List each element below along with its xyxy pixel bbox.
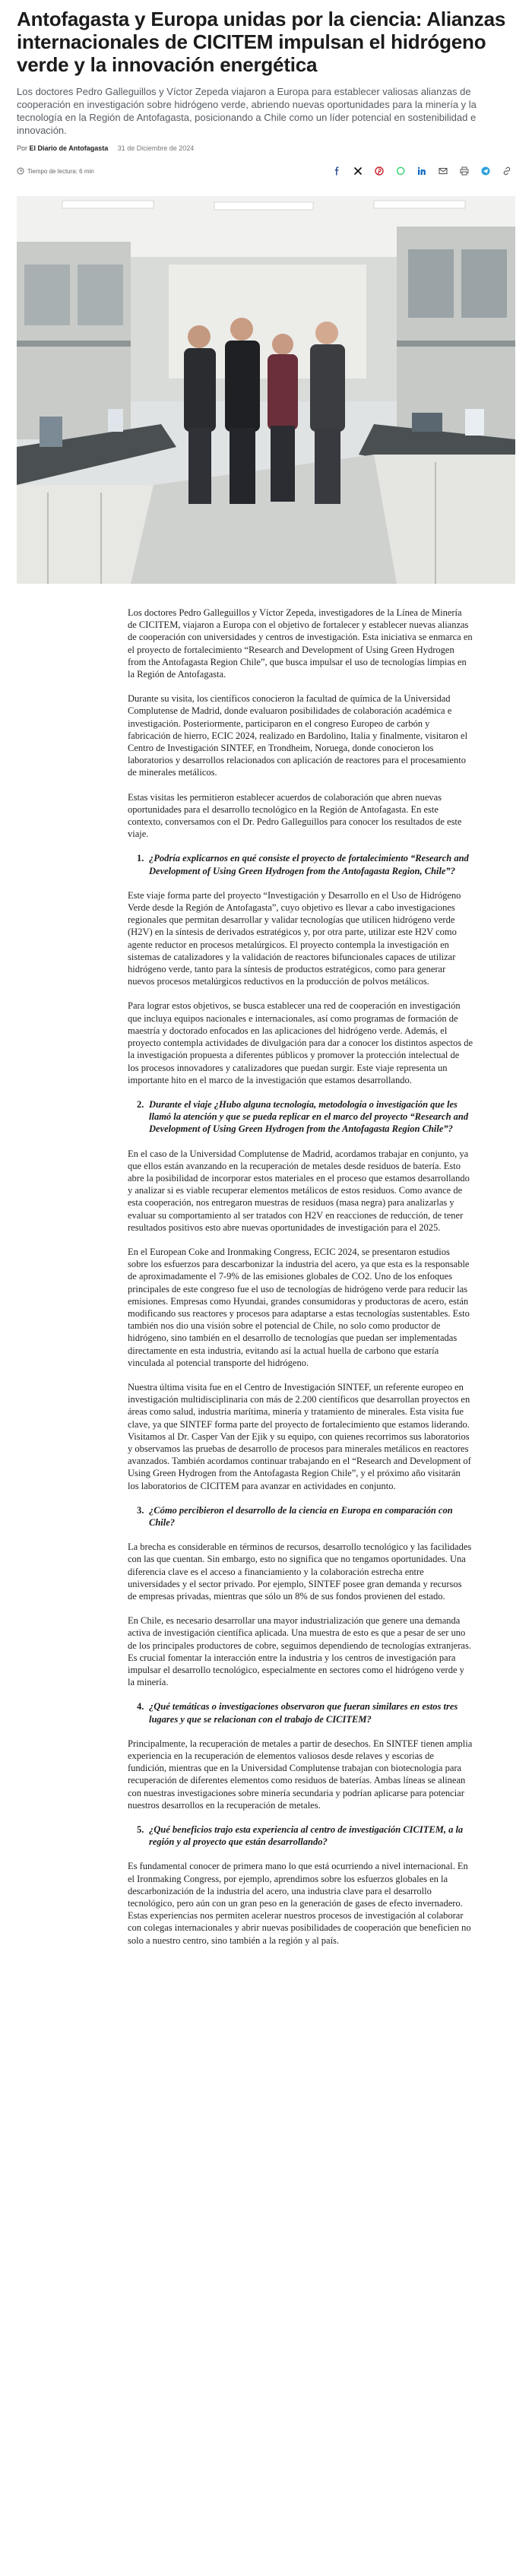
question-text: ¿Qué temáticas o investigaciones observaron que fueran similares en estos tres lugares y que se relacionan con el trabajo de CICITEM? [149, 1701, 458, 1725]
share-facebook-button[interactable] [328, 163, 345, 179]
paragraph: Este viaje forma parte del proyecto “Investigación y Desarrollo en el Uso de Hidrógeno Verde desde la Región de Antofagasta”, cuyo objetivo es llevar a cabo investigaciones regionales que permitan desarrollar y validar tecnologías que utilicen hidrógeno verde (H2V) en la síntesis de derivados estratégicos y, por otra parte, utilizar este H2V como agente reductor en procesos metalúrgicos. El proyecto contempla la investigación en sistemas de catalizadores y la validación de reactores bifuncionales capaces de utilizar hidrógeno verde, tanto para la síntesis de productos estratégicos, como para generar nuevos procesos metalúrgicos reductivos en la producción de polvos metálicos. [128, 889, 461, 987]
question-5: 5. ¿Qué beneficios trajo esta experiencia al centro de investigación CICITEM, a la región y al proyecto que están desarrollando? [128, 1823, 473, 1848]
paragraph: Para lograr estos objetivos, se busca establecer una red de cooperación en investigación que incluya equipos nacionales e internacionales, así como programas de formación de maestría y doctorado enfocados en las aplicaciones del hidrógeno verde. Además, el proyecto contempla actividades de divulgación para dar a conocer los distintos aspectos de la investigación propuesta a diferentes públicos y promover la protección intelectual de los procesos innovadores y catalizadores que puedan surgir. Este viaje representa un importante hito en el marco de la investigación que estamos desarrollando. [128, 1000, 473, 1085]
share-linkedin-button[interactable] [413, 163, 430, 179]
link-icon [502, 166, 511, 176]
publish-date: 31 de Diciembre de 2024 [117, 144, 195, 152]
author-link[interactable]: El Diario de Antofagasta [29, 144, 109, 152]
paragraph: Los doctores Pedro Galleguillos y Víctor Zepeda, investigadores de la Línea de Minería de CICITEM, viajaron a Europa con el objetivo de fortalecer y establecer nuevas alianzas de cooperación con universidades y centros de investigación. Esta iniciativa se enmarca en el proyecto de fortalecimiento “Research and Development of Using Green Hydrogen from the Antofagasta Region Chile”, que busca impulsar el uso de tecnologías limpias en la Región de Antofagasta. [128, 607, 473, 680]
share-print-button[interactable] [456, 163, 473, 179]
read-time-label: Tiempo de lectura: 6 min [27, 167, 94, 175]
email-icon [439, 166, 448, 176]
paragraph: En Chile, es necesario desarrollar una mayor industrialización que genere una demanda activa de investigación científica aplicada. Una muestra de esto es que a pesar de ser uno de los principales productores de cobre, seguimos dependiendo de tecnologías extranjeras. Es crucial fomentar la interacción entre la industria y los centros de investigación para impulsar el desarrollo tecnológico, especialmente en sectores como el hidrógeno verde y la minería. [128, 1615, 471, 1688]
whatsapp-icon [396, 166, 405, 176]
question-2: 2. Durante el viaje ¿Hubo alguna tecnología, metodología o investigación que les llamó la atención y que se pueda replicar en el marco del proyecto “Research and Development of Using Green Hydrogen from the Antofagasta Region Chile”? [128, 1098, 473, 1136]
paragraph: En el caso de la Universidad Complutense de Madrid, acordamos trabajar en conjunto, ya que ellos están avanzando en la recuperación de metales desde residuos de batería. Esto abre la posibilidad de incorporar estos materiales en el proceso que estamos desarrollando y analizar si es viable recuperar elementos metálicos de estos residuos. Como avance de esta cooperación, nos entregaron muestras de residuos (masa negra) para analizarlas y evaluar su comportamiento al ser tratados con H2V en reacciones de reducción, de tener resultados positivos esto abre nuevas oportunidades de investigación para el 2025. [128, 1148, 470, 1233]
article-lede: Los doctores Pedro Galleguillos y Víctor Zepeda viajaron a Europa para establecer valiosas alianzas de cooperación en investigación sobre hidrógeno verde, abriendo nuevas oportunidades para la minería y la tecnología en la Región de Antofagasta, posicionando a Chile como un líder potencial en sostenibilidad e innovación. [17, 86, 477, 136]
question-4: 4. ¿Qué temáticas o investigaciones observaron que fueran similares en estos tres lugares y que se relacionan con el trabajo de CICITEM? [128, 1700, 473, 1725]
linkedin-icon [417, 166, 426, 176]
question-text: ¿Cómo percibieron el desarrollo de la ciencia en Europa en comparación con Chile? [149, 1504, 453, 1528]
x-icon [353, 166, 363, 176]
question-3: 3. ¿Cómo percibieron el desarrollo de la ciencia en Europa en comparación con Chile? [128, 1504, 473, 1529]
print-icon [460, 166, 469, 176]
paragraph: Principalmente, la recuperación de metales a partir de desechos. En SINTEF tienen amplia experiencia en la recuperación de elementos valiosos desde relaves y escorias de fundición, mientras que en la Universidad Complutense trabajan con biotecnología para recuperación de diferentes elementos como residuos de baterías. Ambas líneas se alinean con nuestras investigaciones sobre minería secundaria y podrían aplicarse para potenciar nuestros desarrollos en la recuperación de metales. [128, 1738, 473, 1811]
share-pinterest-button[interactable] [371, 163, 388, 179]
question-text: Durante el viaje ¿Hubo alguna tecnología, metodología o investigación que les llamó la atención y que se pueda replicar en el marco del proyecto “Research and Development of Using Green Hydrogen from the Antofagasta Region Chile”? [149, 1098, 469, 1135]
lab-photo-illustration [17, 196, 515, 584]
telegram-icon [481, 166, 490, 176]
paragraph: Es fundamental conocer de primera mano lo que está ocurriendo a nivel internacional. En el Ironmaking Congress, por ejemplo, aprendimos sobre los esfuerzos globales en la descarbonización de la industria del acero, una industria clave para el desarrollo tecnológico, pero aún con un gran peso en la generación de gases de efecto invernadero. Estas experiencias nos permiten acelerar nuestros procesos de investigación al colaborar con colegas internacionales y abrir nuevas posibilidades de cooperación que beneficien no solo a nuestro centro, sino también a la región y al país. [128, 1861, 471, 1946]
question-text: ¿Podría explicarnos en qué consiste el proyecto de fortalecimiento “Research and Development of Using Green Hydrogen from the Antofagasta Region, Chile”? [149, 853, 469, 876]
paragraph: La brecha es considerable en términos de recursos, desarrollo tecnológico y las facilidades con las que cuentan. Sin embargo, esto no significa que no tengamos oportunidades. Una diferencia clave es el acceso a financiamiento y la colaboración estrecha entre universidades y el sector privado. Por ejemplo, SINTEF posee gran demanda y recursos de empresas privadas, mientras que sólo un 8% de sus fondos provienen del estado. [128, 1541, 472, 1602]
article-header [0, 0, 532, 181]
meta-row [17, 161, 515, 181]
share-bar [328, 163, 515, 179]
lab-photo [17, 196, 515, 584]
article-body [128, 607, 473, 1982]
article-title: Antofagasta y Europa unidas por la ciencia: Alianzas internacionales de CICITEM impulsan el hidrógeno verde y la innovación energética [17, 8, 506, 76]
paragraph: En el European Coke and Ironmaking Congress, ECIC 2024, se presentaron estudios sobre los esfuerzos para descarbonizar la industria del acero, ya que esta es la responsable de aproximadamente el 7-9% de las emisiones globales de CO2. Uno de los enfoques principales de este congreso fue el uso de tecnologías de hidrógeno verde para reducir las emisiones. Empresas como Hyundai, grandes consumidoras y productoras de acero, están modificando sus reactores y procesos para adaptarse a estas tecnologías sustentables. Esto también nos dio una visión sobre el potencial de Chile, no solo como productor de hidrógeno, sino también en el desarrollo de tecnologías que puedan ser implementadas directamente en esta industria, evitando así la actual huella de carbono que estaría vinculada al potencial transporte del hidrógeno. [128, 1246, 470, 1368]
question-1: 1. ¿Podría explicarnos en qué consiste el proyecto de fortalecimiento “Research and Development of Using Green Hydrogen from the Antofagasta Region, Chile”? [128, 852, 473, 876]
clock-icon [17, 167, 24, 175]
read-time [17, 167, 94, 175]
byline-prefix: Por [17, 144, 28, 152]
facebook-icon [332, 166, 341, 176]
byline [17, 144, 515, 152]
paragraph: Estas visitas les permitieron establecer acuerdos de colaboración que abren nuevas oportunidades para el desarrollo tecnológico en la Región de Antofagasta. En este contexto, conversamos con el Dr. Pedro Galleguillos para conocer los resultados de este viaje. [128, 791, 462, 840]
paragraph: Durante su visita, los científicos conocieron la facultad de química de la Universidad Complutense de Madrid, donde evaluaron posibilidades de colaboración académica e investigación. Posteriormente, participaron en el congreso Europeo de carbón y fabricación de hierro, ECIC 2024, realizado en Bardolino, Italia y finalmente, visitaron el Centro de Investigación SINTEF, en Trondheim, Noruega, donde conocieron los laboratorios y desarrollos relacionados con aplicación de reactores para el procesamiento de minerales metálicos. [128, 693, 468, 778]
share-link-button[interactable] [499, 163, 515, 179]
share-whatsapp-button[interactable] [392, 163, 409, 179]
question-text: ¿Qué beneficios trajo esta experiencia al centro de investigación CICITEM, a la región y al proyecto que están desarrollando? [149, 1824, 464, 1848]
share-telegram-button[interactable] [477, 163, 494, 179]
share-x-button[interactable] [350, 163, 366, 179]
paragraph: Nuestra última visita fue en el Centro de Investigación SINTEF, un referente europeo en investigación multidisciplinaria con más de 2.200 científicos que desarrollan proyectos en áreas como salud, industria marítima, minería y tratamiento de minerales. Esta visita fue clave, ya que SINTEF forma parte del proyecto de fortalecimiento que estamos liderando. Visitamos al Dr. Casper Van der Ejik y su equipo, con quienes recorrimos sus laboratorios y observamos las pruebas de desarrollo de procesos para minerales metálicos en reactores avanzados. También acordamos continuar trabajando en el “Research and Development of Using Green Hydrogen from the Antofagasta Region Chile”, y el próximo año visitarán los laboratorios de CICITEM para avanzar en actividades en conjunto. [128, 1381, 471, 1491]
pinterest-icon [375, 166, 384, 176]
share-email-button[interactable] [435, 163, 451, 179]
